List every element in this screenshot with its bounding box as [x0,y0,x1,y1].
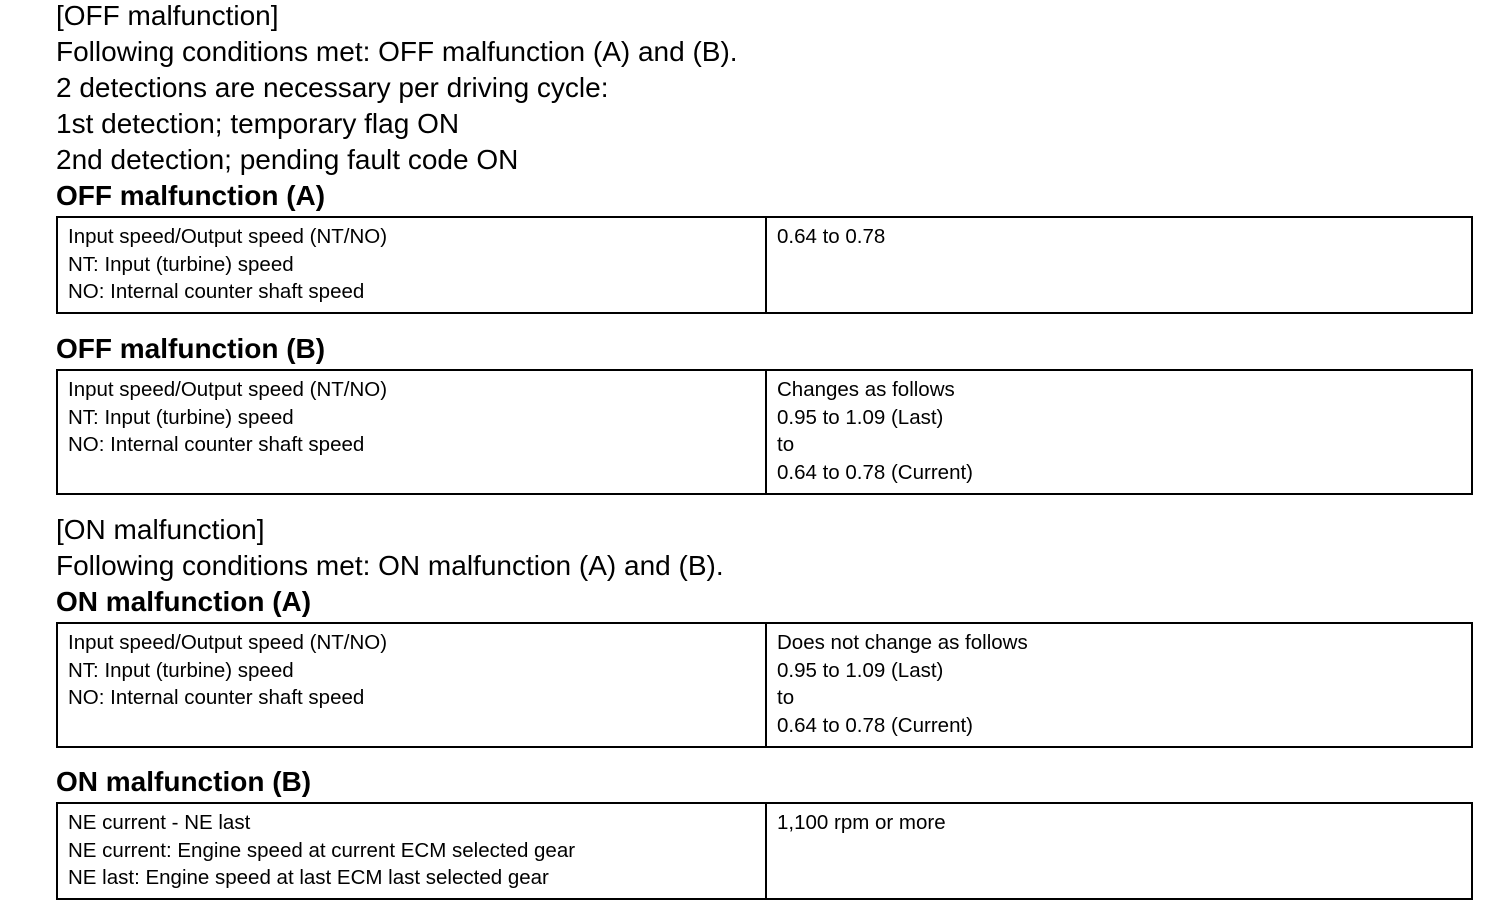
on-condition-line: Following conditions met: ON malfunction (A) and (B). [56,550,724,581]
on-a-value-line: 0.64 to 0.78 (Current) [777,714,973,738]
off-b-value-cell [766,370,1472,494]
on-a-parameter-line: NT: Input (turbine) speed [68,658,294,682]
on-a-value-line: Does not change as follows [777,631,1028,654]
table-row [57,803,1472,899]
off-condition-line: Following conditions met: OFF malfunction (A) and (B). [56,36,738,67]
off-b-parameter-line: Input speed/Output speed (NT/NO) [68,378,388,401]
table-row [57,217,1472,313]
on-a-parameter-line: Input speed/Output speed (NT/NO) [68,631,388,654]
off-malfunction-section [56,0,738,214]
off-malfunction-b-table [56,369,1473,495]
off-first-detection-line: 1st detection; temporary flag ON [56,108,460,139]
on-a-value-cell [766,623,1472,747]
off-malfunction-b-heading: OFF malfunction (B) [56,333,326,364]
off-b-value-line: Changes as follows [777,378,955,401]
on-a-parameter-line: NO: Internal counter shaft speed [68,686,365,710]
on-b-parameter-line: NE current - NE last [68,811,251,834]
on-malfunction-a-heading: ON malfunction (A) [56,586,312,617]
table-row [57,623,1472,747]
on-a-value-line: 0.95 to 1.09 (Last) [777,658,944,682]
on-b-parameter-line: NE last: Engine speed at last ECM last selected gear [68,866,549,890]
on-malfunction-b-table [56,802,1473,900]
on-b-value-line: 1,100 rpm or more [777,811,946,834]
on-b-parameter-cell [57,803,766,899]
on-b-parameter-line: NE current: Engine speed at current ECM selected gear [68,838,576,862]
on-a-value-line: to [777,686,795,710]
off-b-parameter-line: NT: Input (turbine) speed [68,405,294,429]
off-a-parameter-line: NO: Internal counter shaft speed [68,280,365,304]
off-a-value-cell [766,217,1472,313]
table-row [57,370,1472,494]
off-b-parameter-line: NO: Internal counter shaft speed [68,433,365,457]
off-malfunction-a-table [56,216,1473,314]
off-a-parameter-line: Input speed/Output speed (NT/NO) [68,225,388,248]
off-second-detection-line: 2nd detection; pending fault code ON [56,144,519,175]
off-b-value-line: 0.64 to 0.78 (Current) [777,461,973,485]
off-b-value-line: to [777,433,795,457]
off-a-value-line: 0.64 to 0.78 [777,225,886,248]
on-section-title: [ON malfunction] [56,514,265,545]
on-a-parameter-cell [57,623,766,747]
off-a-parameter-line: NT: Input (turbine) speed [68,252,294,276]
off-malfunction-a-heading: OFF malfunction (A) [56,180,326,211]
on-b-value-cell [766,803,1472,899]
on-malfunction-section [56,512,724,620]
off-b-value-line: 0.95 to 1.09 (Last) [777,405,944,429]
on-malfunction-b-heading: ON malfunction (B) [56,766,312,797]
on-malfunction-a-table [56,622,1473,748]
off-section-title: [OFF malfunction] [56,0,279,31]
off-detections-line: 2 detections are necessary per driving cycle: [56,72,609,103]
off-b-parameter-cell [57,370,766,494]
off-a-parameter-cell [57,217,766,313]
